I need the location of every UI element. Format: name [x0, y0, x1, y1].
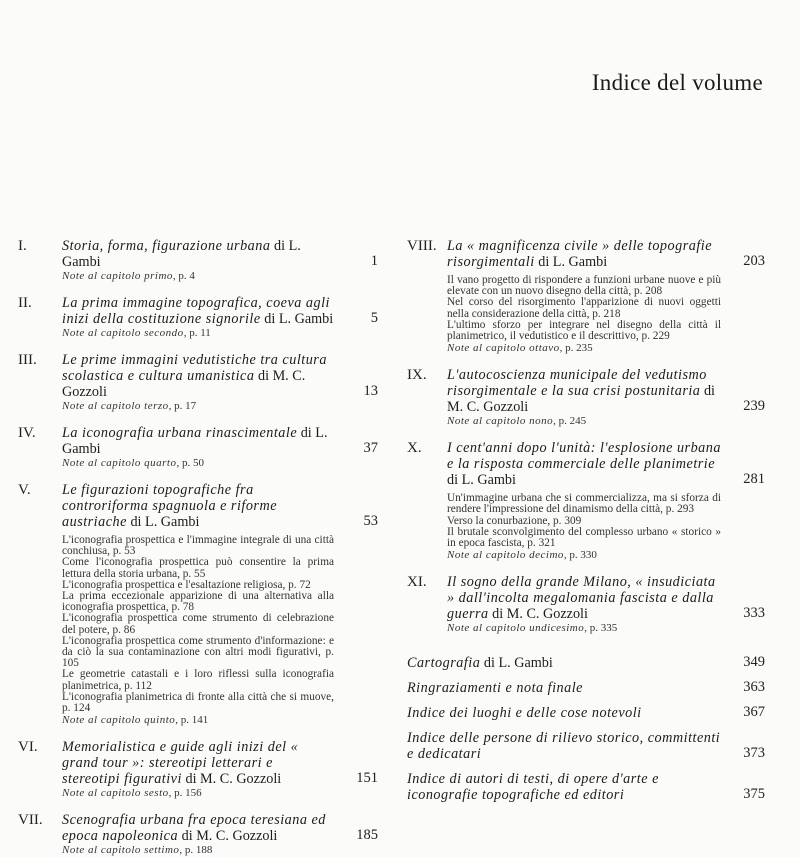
section-item[interactable]: L'iconografia prospettica e l'immagine integrale di una città conchiusa, p. 53 [62, 534, 334, 558]
toc-entry[interactable] [407, 440, 767, 562]
chapter-numeral: II. [18, 295, 32, 311]
notes-label: Note al capitolo sesto [62, 787, 169, 800]
section-item[interactable]: L'iconografia prospettica come strumento di celebrazione del potere, p. 86 [62, 612, 334, 636]
back-matter-title [407, 705, 767, 721]
chapter-notes[interactable] [62, 457, 380, 470]
chapter-title [62, 425, 380, 457]
chapter-title [447, 574, 767, 622]
chapter-page-number: 151 [356, 770, 378, 787]
chapter-title-text: L'autocoscienza municipale del vedutismo risorgimentale e la sua crisi postunitaria [447, 367, 707, 400]
section-item[interactable]: L'ultimo sforzo per integrare nel disegno della città il planimetrico, il vedutistico e il descrittivo, p. 229 [447, 318, 721, 343]
notes-label: Note al capitolo secondo [62, 327, 184, 339]
section-item[interactable]: La prima eccezionale apparizione di una alternativa alla iconografia prospettica, p. 78 [62, 590, 334, 614]
chapter-numeral: IX. [407, 367, 427, 384]
chapter-numeral: XI. [407, 574, 427, 591]
chapter-title [62, 739, 380, 787]
chapter-author: di M. C. Gozzoli [62, 368, 306, 400]
back-matter-title [407, 730, 767, 762]
chapter-notes[interactable] [447, 549, 767, 562]
chapter-page-number: 185 [356, 827, 378, 844]
chapter-body [62, 295, 380, 340]
section-item[interactable]: L'iconografia prospettica e l'esaltazione religiosa, p. 72 [62, 578, 311, 591]
chapter-page-number: 281 [743, 471, 765, 488]
notes-page: , p. 235 [559, 342, 593, 355]
toc-entry[interactable] [18, 482, 380, 727]
chapter-numeral: VII. [18, 812, 43, 829]
back-matter-page-number: 367 [743, 704, 765, 721]
toc-entry[interactable] [407, 574, 767, 635]
chapter-notes[interactable] [447, 415, 767, 428]
chapter-page-number: 333 [743, 605, 765, 622]
back-matter-author: di L. Gambi [483, 655, 553, 672]
notes-label: Note al capitolo settimo [62, 844, 180, 857]
chapter-body [62, 482, 380, 727]
notes-page: , p. 188 [179, 844, 213, 857]
toc-entry[interactable] [407, 367, 767, 428]
chapter-title-text: I cent'anni dopo l'unità: l'esplosione urbana e la risposta commerciale delle planimetrie [447, 440, 721, 473]
chapter-title-text: Le figurazioni topografiche fra controriforma spagnuola e riforme austriache [62, 482, 277, 530]
chapter-title [447, 238, 767, 270]
notes-page: , p. 156 [168, 787, 202, 800]
chapter-notes[interactable] [62, 400, 380, 413]
back-matter-page-number: 363 [743, 679, 765, 696]
chapter-page-number: 37 [363, 440, 378, 456]
section-item[interactable]: L'iconografia planimetrica di fronte alla città che si muove, p. 124 [62, 690, 334, 715]
chapter-page-number: 239 [743, 398, 765, 415]
chapter-heading [447, 238, 767, 270]
chapter-title-text: Memorialistica e guide agli inizi del « grand tour »: stereotipi letterari e stereotipi figurativi [62, 739, 299, 788]
chapter-page-number: 13 [363, 383, 378, 399]
back-matter [407, 655, 767, 803]
section-list [447, 493, 767, 549]
chapter-page-number: 1 [370, 253, 378, 269]
section-item[interactable]: Le geometrie catastali e i loro riflessi sulla iconografia planimetrica, p. 112 [62, 668, 334, 692]
back-matter-entry[interactable] [407, 771, 767, 803]
notes-label: Note al capitolo primo [62, 270, 173, 282]
toc-column-left [18, 238, 380, 857]
back-matter-title [407, 655, 767, 671]
notes-page: , p. 50 [176, 457, 204, 469]
back-matter-entry[interactable] [407, 705, 767, 721]
chapter-heading [62, 238, 380, 270]
chapter-notes[interactable] [62, 327, 380, 340]
back-matter-title-text: Cartografia [407, 655, 481, 672]
back-matter-title-text: Indice delle persone di rilievo storico, committenti e dedicatari [407, 730, 721, 763]
section-item[interactable]: Un'immagine urbana che si commercializza, ma si sforza di rendere l'impressione del dinamismo della città, p. 293 [447, 492, 721, 516]
chapter-body [62, 352, 380, 413]
section-item[interactable]: Il vano progetto di rispondere a funzioni urbane nuove e più elevate con un nuovo disegno della città, p. 208 [447, 274, 721, 298]
chapter-heading [62, 295, 380, 327]
chapter-title-text: La iconografia urbana rinascimentale [62, 425, 298, 441]
section-item[interactable]: Nel corso del risorgimento l'apparizione di nuovi oggetti nella considerazione della città, p. 218 [447, 296, 721, 320]
notes-label: Note al capitolo terzo [62, 400, 169, 412]
back-matter-page-number: 349 [743, 654, 765, 671]
notes-label: Note al capitolo quarto [62, 457, 177, 469]
chapter-author: di L. Gambi [264, 311, 334, 327]
back-matter-page-number: 373 [743, 745, 765, 762]
chapter-heading [62, 425, 380, 457]
back-matter-title-text: Ringraziamenti e nota finale [407, 680, 583, 697]
toc-entry[interactable] [18, 238, 380, 283]
chapter-author: di M. C. Gozzoli [181, 828, 278, 845]
back-matter-title [407, 680, 767, 696]
chapter-page-number: 203 [743, 253, 765, 269]
notes-label: Note al capitolo decimo [447, 549, 564, 562]
page-title: Indice del volume [591, 70, 763, 95]
back-matter-entry[interactable] [407, 730, 767, 762]
chapter-title-text: Le prime immagini vedutistiche tra cultura scolastica e cultura umanistica [62, 352, 327, 384]
back-matter-title [407, 771, 767, 803]
back-matter-entry[interactable] [407, 680, 767, 696]
chapter-author: di M. C. Gozzoli [447, 383, 715, 416]
chapter-numeral: VI. [18, 739, 38, 756]
chapter-notes[interactable] [447, 622, 767, 635]
chapter-notes[interactable] [62, 787, 380, 800]
chapter-numeral: IV. [18, 425, 36, 441]
section-item[interactable]: Verso la conurbazione, p. 309 [447, 514, 582, 527]
chapter-numeral: I. [18, 238, 27, 254]
notes-page: , p. 17 [168, 400, 197, 412]
section-item[interactable]: Come l'iconografia prospettica può consentire la prima lettura della storia urbana, p. 55 [62, 556, 334, 580]
chapter-author: di L. Gambi [62, 238, 301, 270]
chapter-title [447, 440, 767, 488]
toc-entry[interactable] [18, 352, 380, 413]
notes-page: , p. 245 [553, 415, 587, 428]
chapter-numeral: VIII. [407, 238, 437, 254]
notes-label: Note al capitolo ottavo [447, 342, 560, 355]
chapter-title-text: La « magnificenza civile » delle topografie risorgimentali [447, 238, 713, 270]
chapter-numeral: V. [18, 482, 31, 498]
toc-entry[interactable] [18, 295, 380, 340]
notes-page: , p. 11 [183, 327, 211, 339]
chapter-body [447, 574, 767, 635]
chapter-body [62, 812, 380, 857]
chapter-numeral: III. [18, 352, 37, 368]
toc-entry[interactable] [18, 812, 380, 857]
chapter-page-number: 53 [363, 513, 378, 529]
chapter-author: di L. Gambi [62, 425, 328, 457]
section-item[interactable]: L'iconografia prospettica come strumento d'informazione: e da ciò la sua contaminazione con altri modi figurativi, p. 105 [62, 634, 334, 670]
chapter-heading [62, 482, 380, 530]
chapter-title-text: Il sogno della grande Milano, « insudiciata » dall'incolta megalomania fascista e dalla guerra [447, 574, 716, 623]
chapter-heading [62, 739, 380, 787]
chapter-author: di L. Gambi [447, 472, 516, 489]
toc-entry[interactable] [407, 238, 767, 355]
chapter-heading [447, 440, 767, 488]
notes-page: , p. 141 [175, 714, 209, 727]
chapter-author: di L. Gambi [538, 254, 608, 270]
chapter-title [62, 812, 380, 844]
chapter-author: di L. Gambi [130, 514, 200, 530]
chapter-title-text: Storia, forma, figurazione urbana [62, 238, 271, 254]
toc-column-right [407, 238, 767, 803]
chapter-author: di M. C. Gozzoli [492, 606, 588, 623]
chapter-notes[interactable] [62, 844, 380, 857]
chapter-body [447, 238, 767, 355]
chapter-body [447, 367, 767, 428]
chapter-page-number: 5 [370, 310, 378, 326]
chapter-title [447, 367, 767, 415]
chapter-heading [447, 367, 767, 415]
back-matter-title-text: Indice dei luoghi e delle cose notevoli [407, 705, 642, 722]
chapter-body [62, 238, 380, 283]
back-matter-page-number: 375 [743, 786, 765, 803]
section-list [447, 275, 767, 342]
chapter-numeral: X. [407, 440, 422, 457]
notes-label: Note al capitolo nono [447, 415, 554, 428]
chapter-heading [447, 574, 767, 622]
notes-page: , p. 330 [563, 549, 597, 562]
notes-label: Note al capitolo undicesimo [447, 622, 585, 635]
notes-label: Note al capitolo quinto [62, 714, 176, 727]
chapter-title-text: Scenografia urbana fra epoca teresiana ed epoca napoleonica [62, 812, 326, 845]
chapter-title [62, 352, 380, 400]
section-list [62, 535, 380, 714]
back-matter-title-text: Indice di autori di testi, di opere d'arte e iconografie topografiche ed editori [407, 771, 659, 804]
chapter-heading [62, 812, 380, 844]
chapter-notes[interactable] [62, 270, 380, 283]
chapter-body [62, 425, 380, 470]
chapter-author: di M. C. Gozzoli [185, 771, 282, 788]
notes-page: , p. 335 [584, 622, 618, 635]
chapter-title [62, 238, 380, 270]
section-item[interactable]: Il brutale sconvolgimento del complesso urbano « storico » in epoca fascista, p. 321 [447, 525, 721, 550]
chapter-body [62, 739, 380, 800]
chapter-heading [62, 352, 380, 400]
chapter-body [447, 440, 767, 562]
chapter-title [62, 295, 380, 327]
chapter-notes[interactable] [62, 714, 380, 727]
toc-entry[interactable] [18, 425, 380, 470]
chapter-notes[interactable] [447, 342, 767, 355]
chapter-title [62, 482, 380, 530]
chapter-title-text: La prima immagine topografica, coeva agli inizi della costituzione signorile [62, 295, 330, 327]
toc-entry[interactable] [18, 739, 380, 800]
back-matter-entry[interactable] [407, 655, 767, 671]
notes-page: , p. 4 [172, 270, 195, 282]
